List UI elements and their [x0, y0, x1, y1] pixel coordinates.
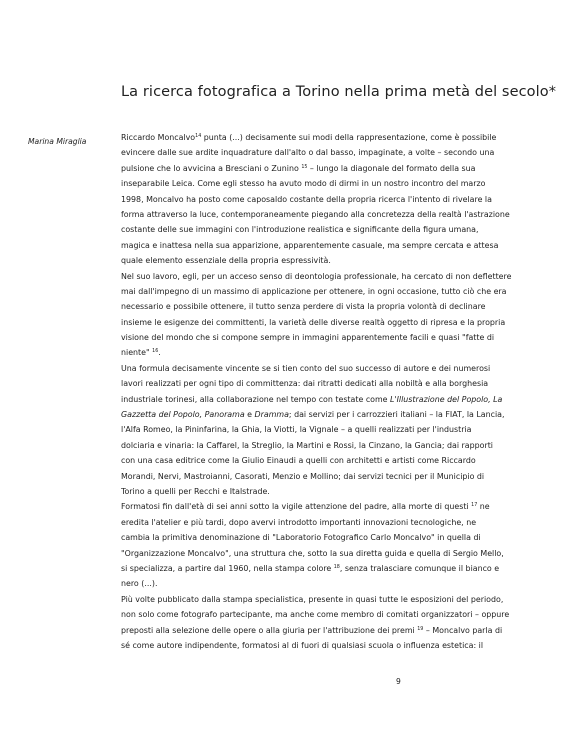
text-line: si specializza, a partire dal 1960, nella stampa colore $^{18}$, senza tralasciare comunque il bianco e — [121, 563, 500, 573]
text-line: "Organizzazione Moncalvo", una struttura che, sotto la sua diretta guida e quella di Sergio Mello, — [121, 548, 504, 558]
text-line: mai dall'impegno di un massimo di applicazione per ottenere, in ogni occasione, tutto ciò che era — [121, 286, 507, 296]
text-line: inseparabile Leica. Come egli stesso ha avuto modo di dirmi in un nostro incontro del marzo — [121, 179, 486, 189]
text-line: forma attraverso la luce, contemporaneamente piegando alla concretezza della realtà l'astrazione — [121, 209, 510, 219]
text-line: Gazzetta del Popolo, Panorama e Dramma; dai servizi per i carrozzieri italiani – la FIAT, la Lancia, — [121, 410, 505, 420]
page-number: 9 — [396, 677, 401, 686]
text-line: niente" $^{16}$. — [121, 348, 161, 358]
text-line: preposti alla selezione delle opere o alla giuria per l'attribuzione dei premi $^{19}$ – Moncalvo parla di — [121, 625, 503, 635]
italic-title: Dramma — [254, 410, 289, 420]
text-line: l'Alfa Romeo, la Pininfarina, la Ghia, la Viotti, la Vignale – a quelli realizzati per l'industria — [121, 425, 472, 435]
chapter-title: La ricerca fotografica a Torino nella prima metà del secolo* — [121, 84, 557, 100]
text-line: necessario e possibile ottenere, il tutto senza perdere di vista la propria volontà di declinare — [121, 302, 486, 312]
text-line: cambia la primitiva denominazione di "Laboratorio Fotografico Carlo Moncalvo" in quella di — [121, 533, 481, 543]
text-line: 1998, Moncalvo ha posto come caposaldo costante della propria ricerca l'intento di rivelare la — [121, 194, 492, 204]
text-line: costante delle sue immagini con l'introduzione realistica e significante della figura umana, — [121, 225, 479, 235]
text-line: industriale torinesi, alla collaborazione nel tempo con testate come L'Illustrazione del Popolo, La — [121, 394, 503, 404]
text-line: sé come autore indipendente, formatosi al di fuori di qualsiasi scuola o influenza estetica: il — [121, 640, 484, 650]
italic-title: L'Illustrazione del Popolo, La — [390, 394, 503, 404]
text-line: quale elemento essenziale della propria espressività. — [121, 256, 331, 266]
body-text — [121, 130, 541, 653]
text-line: magica e inattesa nella sua apparizione, apparentemente casuale, ma sempre cercata e attesa — [121, 240, 499, 250]
text-line: con una casa editrice come la Giulio Einaudi a quelli con architetti e artisti come Riccardo — [121, 456, 476, 466]
text-line: eredita l'atelier e più tardi, dopo avervi introdotto importanti innovazioni tecnologiche, ne — [121, 517, 477, 527]
text-line: visione del mondo che si compone sempre in immagini apparentemente facili e quasi "fatte di — [121, 333, 495, 343]
footnote-ref: 14 — [195, 134, 202, 139]
text-line: Nel suo lavoro, egli, per un acceso senso di deontologia professionale, ha cercato di non deflettere — [121, 271, 512, 281]
footnote-ref: 15 — [301, 164, 308, 170]
author-name: Marina Miraglia — [28, 137, 87, 146]
text-line: insieme le esigenze dei committenti, la varietà delle diverse realtà oggetto di ripresa e la propria — [121, 317, 506, 327]
footnote-ref: 17 — [471, 503, 478, 509]
text-line: Morandi, Nervi, Mastroianni, Casorati, Menzio e Mollino; dai servizi tecnici per il Municipio di — [121, 471, 485, 481]
text-line: dolciaria e vinaria: la Caffarel, la Streglio, la Martini e Rossi, la Cinzano, la Gancia; dai rapporti — [121, 440, 493, 450]
text-line: pulsione che lo avvicina a Bresciani o Zunino $^{15}$ – lungo la diagonale del formato della sua — [121, 163, 476, 173]
italic-title: Gazzetta del Popolo, Panorama — [121, 410, 245, 420]
footnote-ref: 19 — [417, 626, 424, 632]
footnote-ref: 18 — [333, 564, 340, 570]
text-line: evincere dalle sue ardite inquadrature dall'alto o dal basso, impaginate, a volte – secondo una — [121, 148, 495, 158]
text-line: Una formula decisamente vincente se si tien conto del suo successo di autore e dei numerosi — [121, 363, 491, 373]
text-line: non solo come fotografo partecipante, ma anche come membro di comitati organizzatori – oppure — [121, 610, 510, 620]
text-line: Torino a quelli per Recchi e Italstrade. — [121, 486, 270, 496]
text-line: Formatosi fin dall'età di sei anni sotto la vigile attenzione del padre, alla morte di questi $^{17}$ ne — [121, 502, 490, 512]
text-line: Più volte pubblicato dalla stampa specialistica, presente in quasi tutte le esposizioni del periodo, — [121, 594, 504, 604]
text-line: lavori realizzati per ogni tipo di committenza: dai ritratti dedicati alla nobiltà e alla borghesia — [121, 379, 489, 389]
text-line: Riccardo Moncalvo$^{14}$ punta (...) decisamente sui modi della rappresentazione, come è possibile — [121, 133, 497, 142]
text-line: nero (...). — [121, 579, 158, 589]
footnote-ref: 16 — [152, 349, 159, 355]
